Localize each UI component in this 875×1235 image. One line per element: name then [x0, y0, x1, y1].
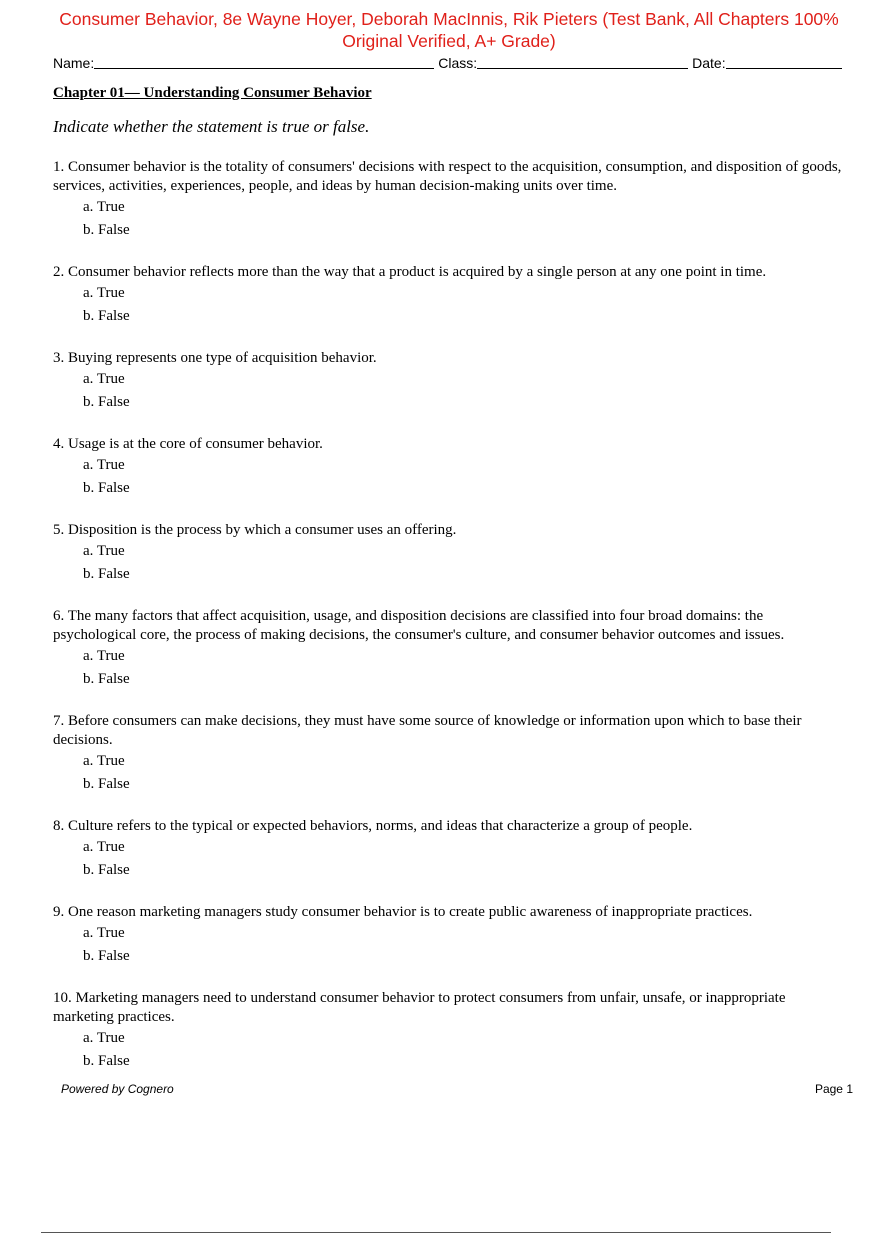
banner-title	[40, 8, 858, 52]
option-false[interactable]: b. False	[83, 671, 130, 687]
question-stem: 4. Usage is at the core of consumer behavior.	[53, 436, 323, 452]
name-label: Name:	[53, 55, 95, 71]
question-item	[53, 817, 848, 882]
question-stem: 7. Before consumers can make decisions, they must have some source of knowledge or information upon which to base their decisions.	[53, 713, 802, 748]
banner-line-2: Original Verified, A+ Grade)	[342, 31, 556, 51]
powered-by-text: Powered by Cognero	[61, 1082, 174, 1096]
date-label: Date:	[692, 55, 726, 71]
question-stem: 3. Buying represents one type of acquisition behavior.	[53, 350, 377, 366]
option-true[interactable]: a. True	[83, 1030, 125, 1046]
class-field-line[interactable]	[477, 53, 688, 69]
question-stem: 1. Consumer behavior is the totality of consumers' decisions with respect to the acquisition, consumption, and disposition of goods, services, activities, experiences, people, and ideas by human decision-making units over time.	[53, 159, 842, 194]
class-label: Class:	[438, 55, 478, 71]
option-true[interactable]: a. True	[83, 648, 125, 664]
option-true[interactable]: a. True	[83, 285, 125, 301]
option-true[interactable]: a. True	[83, 925, 125, 941]
banner-line-1: Consumer Behavior, 8e Wayne Hoyer, Deborah MacInnis, Rik Pieters (Test Bank, All Chapters 100%	[59, 9, 839, 29]
bottom-divider	[41, 1232, 831, 1233]
option-true[interactable]: a. True	[83, 543, 125, 559]
option-true[interactable]: a. True	[83, 457, 125, 473]
option-true[interactable]: a. True	[83, 839, 125, 855]
question-item	[53, 435, 848, 500]
instruction-text: Indicate whether the statement is true or false.	[53, 117, 370, 136]
question-item	[53, 158, 848, 242]
option-false[interactable]: b. False	[83, 480, 130, 496]
option-true[interactable]: a. True	[83, 371, 125, 387]
date-field-line[interactable]	[726, 53, 842, 69]
option-false[interactable]: b. False	[83, 948, 130, 964]
question-item	[53, 607, 848, 691]
question-stem: 8. Culture refers to the typical or expected behaviors, norms, and ideas that characterize a group of people.	[53, 818, 693, 834]
question-item	[53, 903, 848, 968]
option-false[interactable]: b. False	[83, 222, 130, 238]
question-item	[53, 989, 848, 1073]
option-true[interactable]: a. True	[83, 199, 125, 215]
question-list	[53, 158, 848, 1094]
question-item	[53, 712, 848, 796]
question-stem: 10. Marketing managers need to understand consumer behavior to protect consumers from unfair, unsafe, or inappropriate marketing practices.	[53, 990, 786, 1025]
student-info-row	[53, 52, 845, 72]
option-false[interactable]: b. False	[83, 776, 130, 792]
name-field-line[interactable]	[94, 53, 434, 69]
question-item	[53, 263, 848, 328]
question-stem: 6. The many factors that affect acquisition, usage, and disposition decisions are classified into four broad domains: the psychological core, the process of making decisions, the consumer's culture, and consumer behavior outcomes and issues.	[53, 608, 785, 643]
question-stem: 9. One reason marketing managers study consumer behavior is to create public awareness of inappropriate practices.	[53, 904, 753, 920]
question-item	[53, 521, 848, 586]
page-number: Page 1	[814, 1082, 853, 1096]
chapter-title: Chapter 01— Understanding Consumer Behavior	[53, 85, 372, 101]
question-stem: 2. Consumer behavior reflects more than the way that a product is acquired by a single person at any one point in time.	[53, 264, 767, 280]
option-true[interactable]: a. True	[83, 753, 125, 769]
option-false[interactable]: b. False	[83, 1053, 130, 1069]
option-false[interactable]: b. False	[83, 308, 130, 324]
question-stem: 5. Disposition is the process by which a consumer uses an offering.	[53, 522, 457, 538]
option-false[interactable]: b. False	[83, 566, 130, 582]
option-false[interactable]: b. False	[83, 394, 130, 410]
option-false[interactable]: b. False	[83, 862, 130, 878]
question-item	[53, 349, 848, 414]
